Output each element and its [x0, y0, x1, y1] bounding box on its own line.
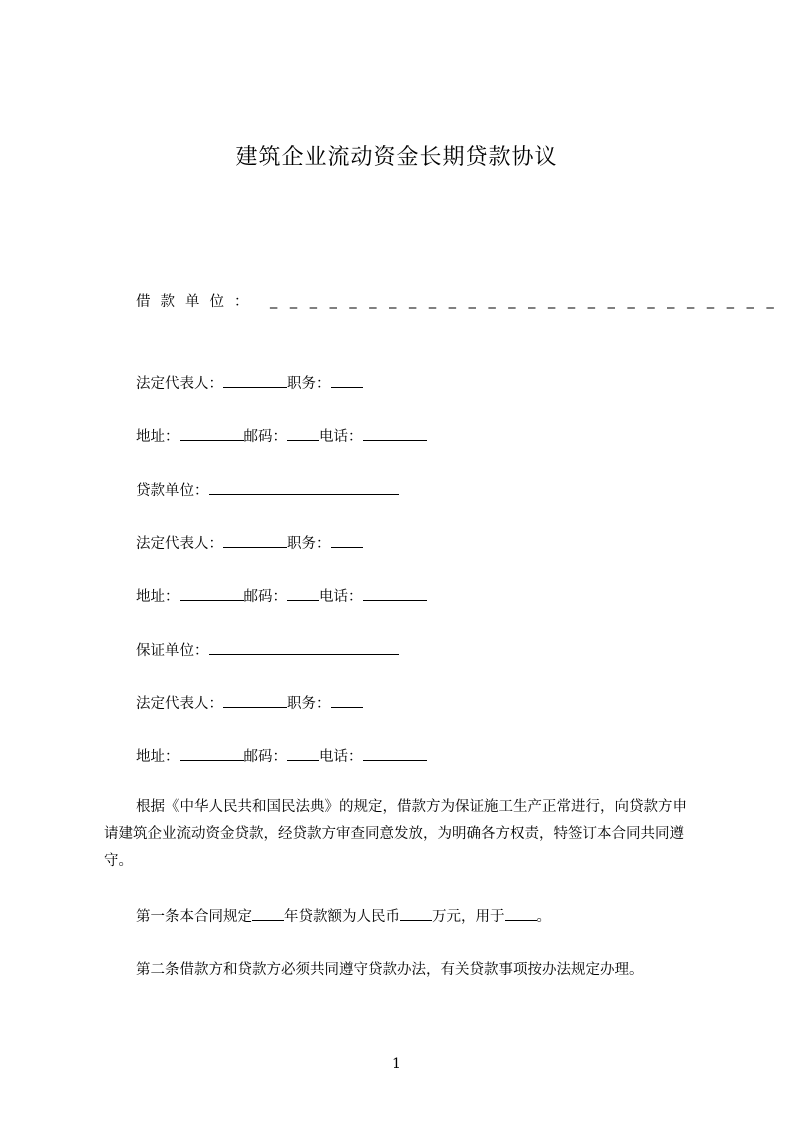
guarantor-blank[interactable] — [209, 640, 399, 655]
borrower-address-line — [136, 425, 427, 446]
address-label: 地址： — [136, 429, 180, 445]
phone-label: 电话： — [319, 429, 363, 445]
guarantor-label: 保证单位： — [136, 643, 209, 659]
position-label: 职务： — [287, 696, 331, 712]
legal-rep-label: 法定代表人： — [136, 696, 223, 712]
postcode-blank[interactable] — [287, 586, 319, 601]
position-label: 职务： — [287, 536, 331, 552]
address-blank[interactable] — [180, 426, 244, 441]
position-blank[interactable] — [331, 693, 363, 708]
article-2: 第二条借款方和贷款方必须共同遵守贷款办法，有关贷款事项按办法规定办理。 — [136, 962, 644, 978]
purpose-blank[interactable] — [505, 906, 537, 921]
address-label: 地址： — [136, 749, 180, 765]
years-blank[interactable] — [252, 906, 284, 921]
postcode-label: 邮码： — [243, 429, 287, 445]
article-1-text-d: 。 — [536, 909, 551, 925]
position-label: 职务： — [287, 376, 331, 392]
article-1-text-a: 第一条本合同规定 — [136, 909, 252, 925]
address-label: 地址： — [136, 589, 180, 605]
legal-rep-label: 法定代表人： — [136, 536, 223, 552]
lender-label: 贷款单位： — [136, 483, 209, 499]
borrower-label: 借款单位： — [136, 294, 259, 310]
lender-blank[interactable] — [209, 480, 399, 495]
legal-rep-blank[interactable] — [223, 373, 287, 388]
guarantor-line — [136, 639, 399, 660]
postcode-label: 邮码： — [243, 589, 287, 605]
legal-rep-label: 法定代表人： — [136, 376, 223, 392]
article-1 — [136, 905, 551, 926]
preamble-paragraph: 根据《中华人民共和国民法典》的规定，借款方为保证施工生产正常进行，向贷款方申请建筑企业流动资金贷款，经贷款方审查同意发放，为明确各方权责，特签订本合同共同遵守。 — [104, 799, 687, 869]
guarantor-rep-line — [136, 692, 363, 713]
phone-blank[interactable] — [363, 746, 427, 761]
phone-label: 电话： — [319, 749, 363, 765]
legal-rep-blank[interactable] — [223, 693, 287, 708]
borrower-blank[interactable]: _ _ _ _ _ _ _ _ _ _ _ _ _ _ _ _ _ _ _ _ _ _ _ _ _ _ — [270, 293, 778, 309]
phone-label: 电话： — [319, 589, 363, 605]
page-number: 1 — [392, 1056, 401, 1072]
lender-line — [136, 479, 399, 500]
address-blank[interactable] — [180, 746, 244, 761]
address-blank[interactable] — [180, 586, 244, 601]
phone-blank[interactable] — [363, 586, 427, 601]
amount-blank[interactable] — [400, 906, 432, 921]
lender-rep-line — [136, 532, 363, 553]
article-1-text-c: 万元，用于 — [432, 909, 505, 925]
borrower-rep-line — [136, 372, 363, 393]
lender-address-line — [136, 585, 427, 606]
guarantor-address-line — [136, 745, 427, 766]
position-blank[interactable] — [331, 533, 363, 548]
postcode-label: 邮码： — [243, 749, 287, 765]
phone-blank[interactable] — [363, 426, 427, 441]
position-blank[interactable] — [331, 373, 363, 388]
document-title: 建筑企业流动资金长期贷款协议 — [235, 145, 558, 170]
postcode-blank[interactable] — [287, 426, 319, 441]
legal-rep-blank[interactable] — [223, 533, 287, 548]
postcode-blank[interactable] — [287, 746, 319, 761]
article-1-text-b: 年贷款额为人民币 — [284, 909, 400, 925]
